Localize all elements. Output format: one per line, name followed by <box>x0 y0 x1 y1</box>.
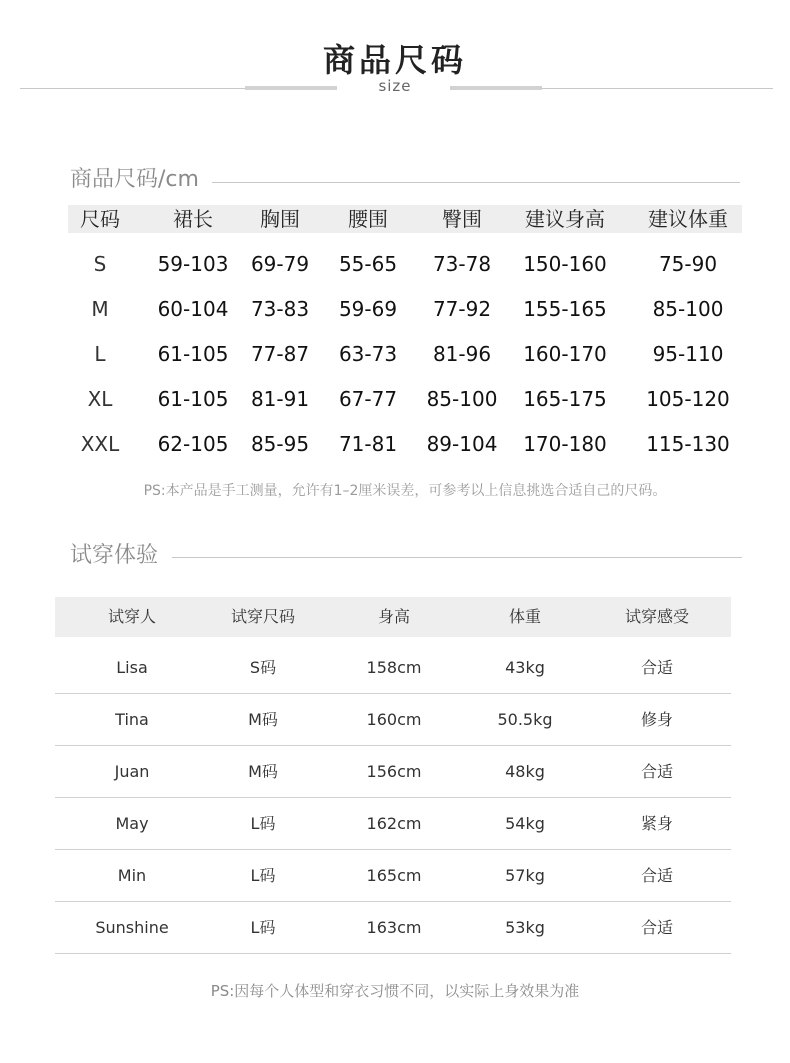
trial-table-cell-weight: 48kg <box>505 762 545 781</box>
size-table-cell-hip: 81-96 <box>432 342 492 366</box>
size-table-header-size: 尺码 <box>80 207 120 231</box>
size-table-cell-waist: 63-73 <box>338 342 398 366</box>
size-section-divider <box>212 182 740 183</box>
trial-table-row <box>55 746 731 798</box>
trial-table-cell-weight: 43kg <box>505 658 545 677</box>
size-table-header-height: 建议身高 <box>525 207 605 231</box>
size-table-cell-waist: 67-77 <box>338 387 398 411</box>
size-table-cell-weight: 75-90 <box>658 252 718 276</box>
trial-table-cell-weight: 53kg <box>505 918 545 937</box>
trial-table-cell-person: May <box>115 814 149 833</box>
trial-table-cell-weight: 57kg <box>505 866 545 885</box>
size-table-header-waist: 腰围 <box>348 207 388 231</box>
header-divider-right <box>542 88 773 89</box>
trial-table-cell-fit: 修身 <box>640 710 674 729</box>
size-table-row <box>68 242 742 287</box>
trial-table-header-person: 试穿人 <box>107 607 157 626</box>
page-subtitle: size <box>378 77 412 95</box>
trial-table-cell-weight: 50.5kg <box>497 710 553 729</box>
size-table-row <box>68 422 742 467</box>
trial-table-cell-fit: 紧身 <box>640 814 674 833</box>
trial-table-cell-height: 162cm <box>366 814 422 833</box>
size-table-cell-hip: 73-78 <box>432 252 492 276</box>
header-accent-bar-left <box>245 86 337 90</box>
size-table-cell-hip: 85-100 <box>426 387 498 411</box>
size-table-cell-bust: 73-83 <box>250 297 310 321</box>
size-measure-note: PS:本产品是手工测量，允许有1–2厘米误差，可参考以上信息挑选合适自己的尺码。 <box>143 483 667 499</box>
size-section-title: 商品尺码/cm <box>70 167 199 192</box>
size-table-cell-weight: 105-120 <box>646 387 730 411</box>
trial-table-cell-fit: 合适 <box>640 658 674 677</box>
size-table-cell-size: XXL <box>80 432 120 456</box>
trial-table-cell-height: 160cm <box>366 710 422 729</box>
size-table-cell-height: 165-175 <box>523 387 607 411</box>
size-table-cell-length: 62-105 <box>157 432 229 456</box>
trial-table-row <box>55 902 731 954</box>
size-table-cell-length: 61-105 <box>157 342 229 366</box>
size-table-cell-hip: 77-92 <box>432 297 492 321</box>
size-table-cell-height: 155-165 <box>523 297 607 321</box>
trial-table-header-height: 身高 <box>377 607 411 626</box>
size-table-cell-height: 160-170 <box>523 342 607 366</box>
size-table-cell-weight: 115-130 <box>646 432 730 456</box>
size-table-cell-waist: 55-65 <box>338 252 398 276</box>
size-table-cell-height: 150-160 <box>523 252 607 276</box>
trial-table-row <box>55 642 731 694</box>
size-table-row <box>68 287 742 332</box>
trial-table-cell-size: L码 <box>250 918 276 937</box>
trial-table-cell-size: L码 <box>250 814 276 833</box>
trial-section-title: 试穿体验 <box>70 543 159 568</box>
trial-table-cell-size: L码 <box>250 866 276 885</box>
trial-table-cell-size: S码 <box>249 658 277 677</box>
trial-table-cell-person: Min <box>117 866 147 885</box>
size-table-cell-waist: 71-81 <box>338 432 398 456</box>
size-table-cell-bust: 69-79 <box>250 252 310 276</box>
size-table-header-length: 裙长 <box>173 207 213 231</box>
trial-table-cell-person: Sunshine <box>95 918 169 937</box>
trial-table-cell-fit: 合适 <box>640 918 674 937</box>
size-table-cell-bust: 77-87 <box>250 342 310 366</box>
trial-table-cell-height: 165cm <box>366 866 422 885</box>
trial-table-header-fit: 试穿感受 <box>624 607 690 626</box>
size-table-header <box>68 205 742 233</box>
size-table-header-weight: 建议体重 <box>648 207 728 231</box>
trial-table-header-size: 试穿尺码 <box>230 607 296 626</box>
trial-table-row <box>55 798 731 850</box>
size-table-cell-height: 170-180 <box>523 432 607 456</box>
size-table-cell-waist: 59-69 <box>338 297 398 321</box>
trial-table-cell-size: M码 <box>248 762 278 781</box>
trial-fit-note: PS:因每个人体型和穿衣习惯不同，以实际上身效果为准 <box>210 982 580 1000</box>
header-accent-bar-right <box>450 86 542 90</box>
size-table-cell-size: L <box>94 342 106 366</box>
size-table-header-bust: 胸围 <box>260 207 300 231</box>
header-divider-left <box>20 88 245 89</box>
trial-table-cell-person: Juan <box>114 762 150 781</box>
size-table-cell-weight: 95-110 <box>652 342 724 366</box>
size-table-body <box>68 242 742 467</box>
trial-table-cell-height: 156cm <box>366 762 422 781</box>
size-table-cell-hip: 89-104 <box>426 432 498 456</box>
page-title: 商品尺码 <box>322 41 467 79</box>
trial-table-body <box>55 642 731 954</box>
size-table-cell-weight: 85-100 <box>652 297 724 321</box>
size-table-cell-bust: 85-95 <box>250 432 310 456</box>
size-table-cell-size: S <box>93 252 107 276</box>
size-table-cell-length: 60-104 <box>157 297 229 321</box>
size-table-row <box>68 332 742 377</box>
trial-table-cell-fit: 合适 <box>640 866 674 885</box>
trial-table-cell-person: Lisa <box>116 658 148 677</box>
size-table-cell-length: 61-105 <box>157 387 229 411</box>
trial-table-row <box>55 850 731 902</box>
trial-table-row <box>55 694 731 746</box>
trial-table-cell-weight: 54kg <box>505 814 545 833</box>
size-table-header-hip: 臀围 <box>442 207 482 231</box>
trial-section-divider <box>172 557 742 558</box>
trial-table-header <box>55 597 731 637</box>
size-table-cell-length: 59-103 <box>157 252 229 276</box>
trial-table-cell-fit: 合适 <box>640 762 674 781</box>
size-table-cell-bust: 81-91 <box>250 387 310 411</box>
size-table-cell-size: XL <box>87 387 113 411</box>
size-table-row <box>68 377 742 422</box>
trial-table-cell-height: 163cm <box>366 918 422 937</box>
trial-table-cell-size: M码 <box>248 710 278 729</box>
trial-table-cell-height: 158cm <box>366 658 422 677</box>
size-table-cell-size: M <box>91 297 109 321</box>
trial-table-cell-person: Tina <box>115 710 149 729</box>
trial-table-header-weight: 体重 <box>508 607 542 626</box>
